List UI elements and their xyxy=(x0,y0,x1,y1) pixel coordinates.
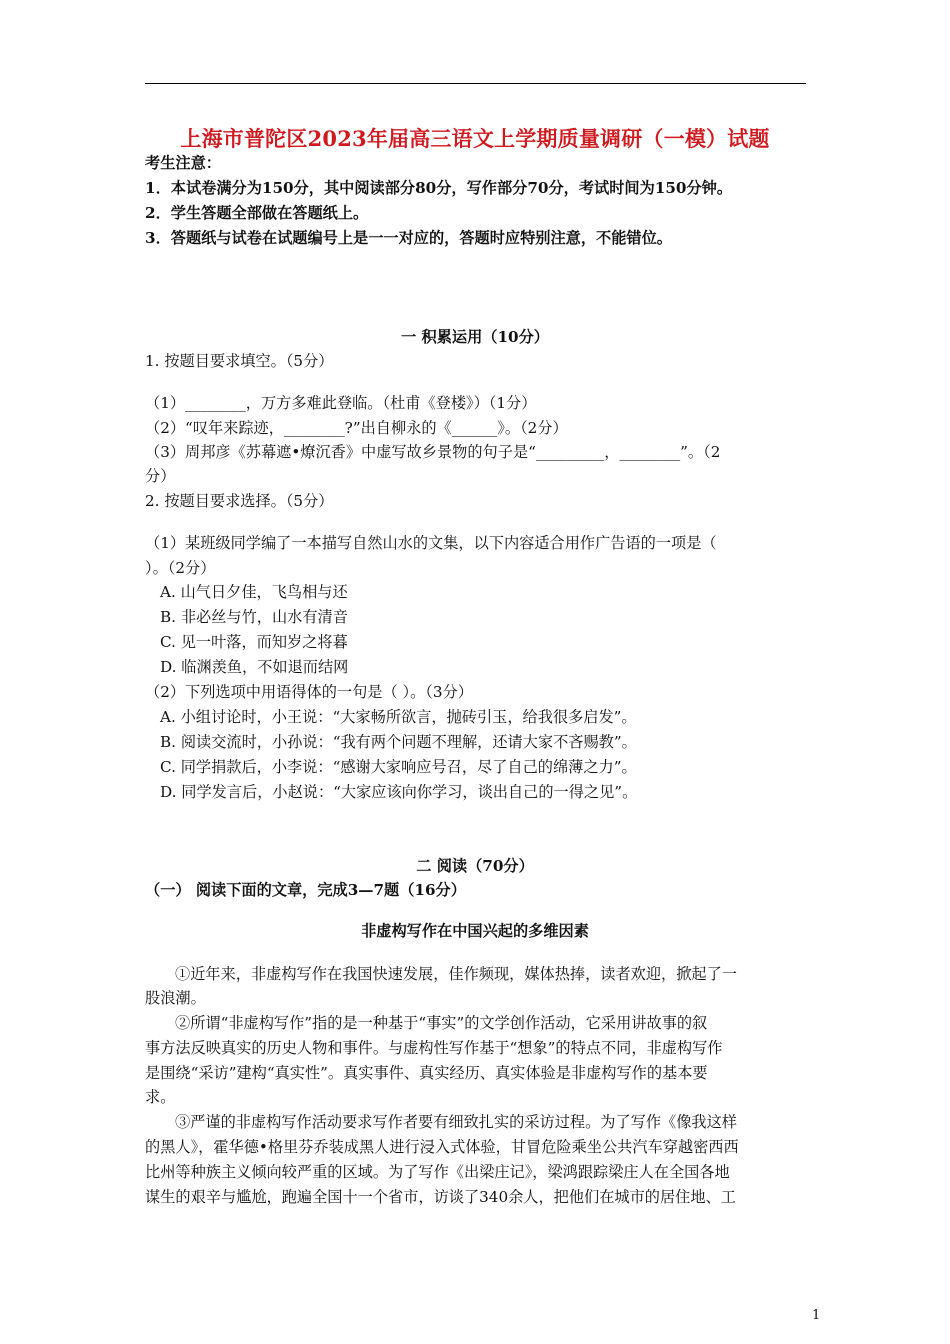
q2-stem: 2. 按题目要求选择。（5分） xyxy=(145,492,334,510)
q2-sub1-option-c: C. 见一叶落，而知岁之将暮 xyxy=(160,633,348,651)
q1-item-2: （2）“叹年来踪迹，________?”出自柳永的《______》。（2分） xyxy=(145,419,568,437)
page-number: 1 xyxy=(812,1308,821,1323)
q2-sub1-option-a: A. 山气日夕佳，飞鸟相与还 xyxy=(160,583,348,601)
q2-sub1-option-d: D. 临渊羡鱼，不如退而结网 xyxy=(160,658,349,676)
q1-item-3-cont: 分） xyxy=(145,467,176,485)
para1-line-2: 股浪潮。 xyxy=(145,989,206,1007)
para2-line-4: 求。 xyxy=(145,1088,176,1106)
para3-line-1: ③严谨的非虚构写作活动要求写作者要有细致扎实的采访过程。为了写作《像我这样 xyxy=(175,1113,737,1131)
section2-heading: 二 阅读（70分） xyxy=(416,857,534,875)
q2-sub2-option-d: D. 同学发言后，小赵说：“大家应该向你学习，谈出自己的一得之见”。 xyxy=(160,783,638,801)
para2-line-2: 事方法反映真实的历史人物和事件。与虚构性写作基于“想象”的特点不同，非虚构写作 xyxy=(145,1039,723,1057)
q2-sub1-option-b: B. 非必丝与竹，山水有清音 xyxy=(160,608,348,626)
q2-sub2-option-b: B. 阅读交流时，小孙说：“我有两个问题不理解，还请大家不吝赐教”。 xyxy=(160,733,637,751)
para3-line-4: 谋生的艰辛与尴尬，跑遍全国十一个省市，访谈了340余人，把他们在城市的居住地、工 xyxy=(145,1188,736,1206)
q2-sub2-option-a: A. 小组讨论时，小王说：“大家畅所欲言，抛砖引玉，给我很多启发”。 xyxy=(160,708,637,726)
para3-line-3: 比州等种族主义倾向较严重的区域。为了写作《出梁庄记》，梁鸿跟踪梁庄人在全国各地 xyxy=(145,1163,730,1181)
para1-line-1: ①近年来，非虚构写作在我国快速发展，佳作频现，媒体热捧，读者欢迎，掀起了一 xyxy=(175,965,737,983)
notice-item-3: 3．答题纸与试卷在试题编号上是一一对应的，答题时应特别注意，不能错位。 xyxy=(145,229,672,247)
section1-heading: 一 积累运用（10分） xyxy=(401,328,549,346)
q1-item-3: （3）周邦彦《苏幕遮•燎沉香》中虚写故乡景物的句子是“_________，________”。（2 xyxy=(145,443,721,461)
q2-sub1-stem: （1）某班级同学编了一本描写自然山水的文集，以下内容适合用作广告语的一项是（ xyxy=(145,534,717,552)
q1-item-1: （1）________，万方多难此登临。（杜甫《登楼》）（1分） xyxy=(145,394,537,412)
notice-heading: 考生注意： xyxy=(145,154,221,172)
article-title: 非虚构写作在中国兴起的多维因素 xyxy=(361,922,589,940)
notice-item-1: 1．本试卷满分为150分，其中阅读部分80分，写作部分70分，考试时间为150分钟。 xyxy=(145,179,733,197)
notice-item-2: 2．学生答题全部做在答题纸上。 xyxy=(145,204,369,222)
para2-line-1: ②所谓“非虚构写作”指的是一种基于“事实”的文学创作活动，它采用讲故事的叙 xyxy=(175,1014,708,1032)
page-title: 上海市普陀区2023年届高三语文上学期质量调研（一模）试题 xyxy=(180,126,770,151)
q2-sub1-stem-cont: ）。（2分） xyxy=(145,559,216,577)
q2-sub2-option-c: C. 同学捐款后，小李说：“感谢大家响应号召，尽了自己的绵薄之力”。 xyxy=(160,758,637,776)
section2-sub1-heading: （一） 阅读下面的文章，完成3—7题（16分） xyxy=(145,881,466,899)
q2-sub2-stem: （2）下列选项中用语得体的一句是（ ）。（3分） xyxy=(145,683,473,701)
q1-stem: 1. 按题目要求填空。（5分） xyxy=(145,352,334,370)
para3-line-2: 的黑人》，霍华德•格里芬乔装成黑人进行浸入式体验，甘冒危险乘坐公共汽车穿越密西西 xyxy=(145,1138,739,1156)
top-rule xyxy=(145,83,806,84)
para2-line-3: 是围绕“采访”建构“真实性”。真实事件、真实经历、真实体验是非虚构写作的基本要 xyxy=(145,1064,708,1082)
